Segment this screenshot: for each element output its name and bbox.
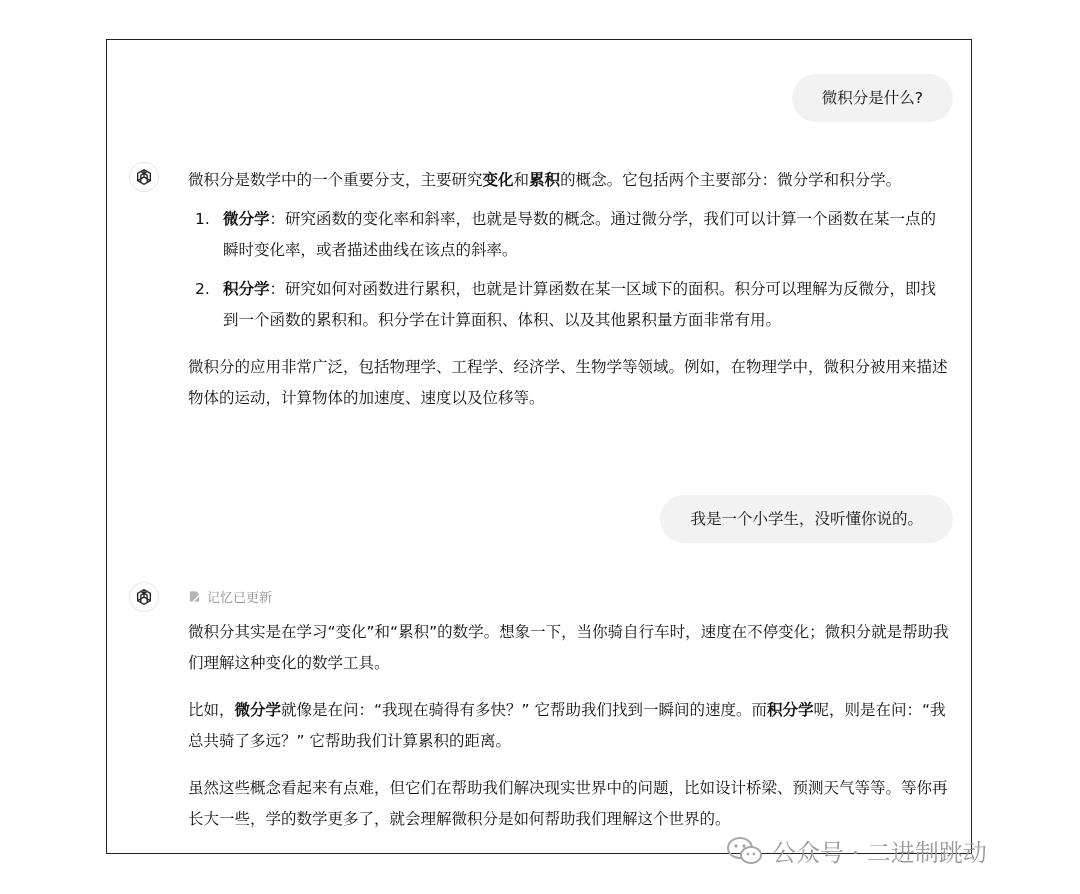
memory-updated-label: 记忆已更新 xyxy=(207,591,273,606)
memory-note-icon xyxy=(188,590,201,603)
answer-outro: 微积分的应用非常广泛，包括物理学、工程学、经济学、生物学等领域。例如，在物理学中，微积分被用来描述物体的运动，计算物体的加速度、速度以及位移等。 xyxy=(188,358,948,407)
assistant-answer xyxy=(188,617,950,835)
list-item: 1. 微分学：研究函数的变化率和斜率，也就是导数的概念。通过微分学，我们可以计算一个函数在某一点的瞬时变化率，或者描述曲线在该点的斜率。 xyxy=(195,210,937,259)
chat-frame xyxy=(106,39,972,854)
user-message-text: 微积分是什么? xyxy=(821,89,923,107)
wechat-icon xyxy=(726,835,764,867)
user-message-bubble xyxy=(792,74,953,122)
watermark-text: 公众号 · 二进制跳动 xyxy=(772,839,987,867)
answer-paragraph: 比如，微分学就像是在问：“我现在骑得有多快？” 它帮助我们找到一瞬间的速度。而积分学呢，则是在问：“我总共骑了多远？” 它帮助我们计算累积的距离。 xyxy=(188,701,946,750)
list-item: 2. 积分学：研究如何对函数进行累积，也就是计算函数在某一区域下的面积。积分可以理解为反微分，即找到一个函数的累积和。积分学在计算面积、体积、以及其他累积量方面非常有用。 xyxy=(195,280,937,329)
answer-paragraph: 微积分其实是在学习“变化”和“累积”的数学。想象一下，当你骑自行车时，速度在不停变化；微积分就是帮助我们理解这种变化的数学工具。 xyxy=(188,623,949,672)
user-message-text: 我是一个小学生，没听懂你说的。 xyxy=(690,510,923,528)
assistant-answer xyxy=(188,165,950,414)
answer-paragraph: 虽然这些概念看起来有点难，但它们在帮助我们解决现实世界中的问题，比如设计桥梁、预测天气等等。等你再长大一些，学的数学更多了，就会理解微积分是如何帮助我们理解这个世界的。 xyxy=(188,779,948,828)
memory-updated-tag[interactable] xyxy=(188,587,272,606)
watermark xyxy=(726,833,987,868)
user-message-bubble xyxy=(660,495,953,543)
answer-list xyxy=(188,204,950,336)
answer-intro: 微积分是数学中的一个重要分支，主要研究变化和累积的概念。它包括两个主要部分：微分学和积分学。 xyxy=(188,171,902,189)
chatgpt-logo-icon xyxy=(129,162,159,192)
chatgpt-logo-icon xyxy=(129,582,159,612)
